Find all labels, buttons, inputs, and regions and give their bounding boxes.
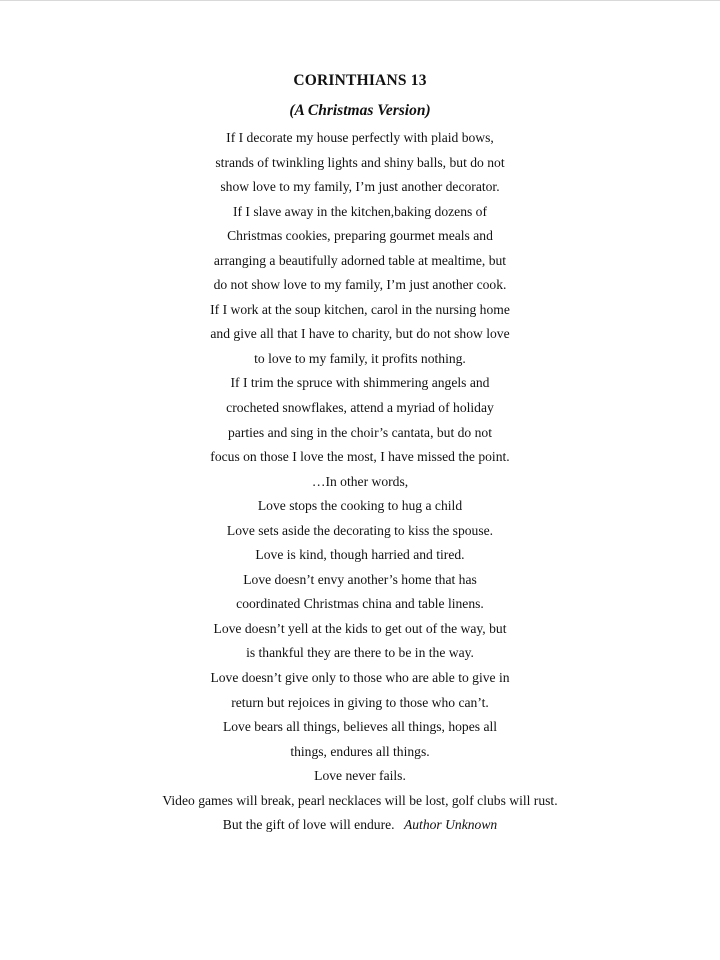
poem-line: If I trim the spruce with shimmering angels and xyxy=(230,375,490,391)
poem-line: If I slave away in the kitchen,baking dozens of xyxy=(232,203,488,219)
poem-line: to love to my family, it profits nothing. xyxy=(254,350,466,366)
poem-line: Love doesn’t envy another’s home that has xyxy=(243,571,477,587)
closing-line xyxy=(0,813,720,838)
poem-line: and give all that I have to charity, but do not show love xyxy=(210,326,510,342)
page-title: CORINTHIANS 13 xyxy=(293,72,427,89)
poem-line: If I decorate my house perfectly with plaid bows, xyxy=(226,130,494,145)
author-attribution: Author Unknown xyxy=(403,817,498,833)
poem-line: Love doesn’t yell at the kids to get out of the way, but xyxy=(213,620,507,636)
page-subtitle: (A Christmas Version) xyxy=(289,102,431,119)
poem-line: If I work at the soup kitchen, carol in the nursing home xyxy=(210,301,510,317)
poem-line: Christmas cookies, preparing gourmet meals and xyxy=(227,228,493,244)
poem-line: do not show love to my family, I’m just another cook. xyxy=(213,277,507,293)
poem-line: Love doesn’t give only to those who are able to give in xyxy=(210,670,510,686)
poem-line: Video games will break, pearl necklaces will be lost, golf clubs will rust. xyxy=(162,792,558,808)
poem-line: focus on those I love the most, I have missed the point. xyxy=(210,449,510,465)
poem-line: Love never fails. xyxy=(314,768,406,784)
poem-line: strands of twinkling lights and shiny balls, but do not xyxy=(215,154,505,170)
closing-text: But the gift of love will endure. xyxy=(222,817,395,833)
poem-line: …In other words, xyxy=(311,473,409,489)
poem-line: parties and sing in the choir’s cantata, but do not xyxy=(227,424,492,440)
poem-line: arranging a beautifully adorned table at mealtime, but xyxy=(213,252,507,268)
poem-line: return but rejoices in giving to those who can’t. xyxy=(231,694,489,710)
poem-line: is thankful they are there to be in the way. xyxy=(246,645,474,661)
poem-line: Love stops the cooking to hug a child xyxy=(257,498,463,514)
poem-line: Love is kind, though harried and tired. xyxy=(255,547,465,563)
poem-line: Love sets aside the decorating to kiss the spouse. xyxy=(226,522,494,538)
poem-line: coordinated Christmas china and table linens. xyxy=(236,596,484,612)
poem-body xyxy=(0,126,720,813)
poem-line: crocheted snowflakes, attend a myriad of holiday xyxy=(226,400,494,416)
poem-line: things, endures all things. xyxy=(290,743,430,759)
poem-line: show love to my family, I’m just another decorator. xyxy=(220,179,500,195)
poem-line: Love bears all things, believes all things, hopes all xyxy=(222,719,498,735)
document-page xyxy=(0,68,720,838)
top-border-line xyxy=(0,0,720,1)
